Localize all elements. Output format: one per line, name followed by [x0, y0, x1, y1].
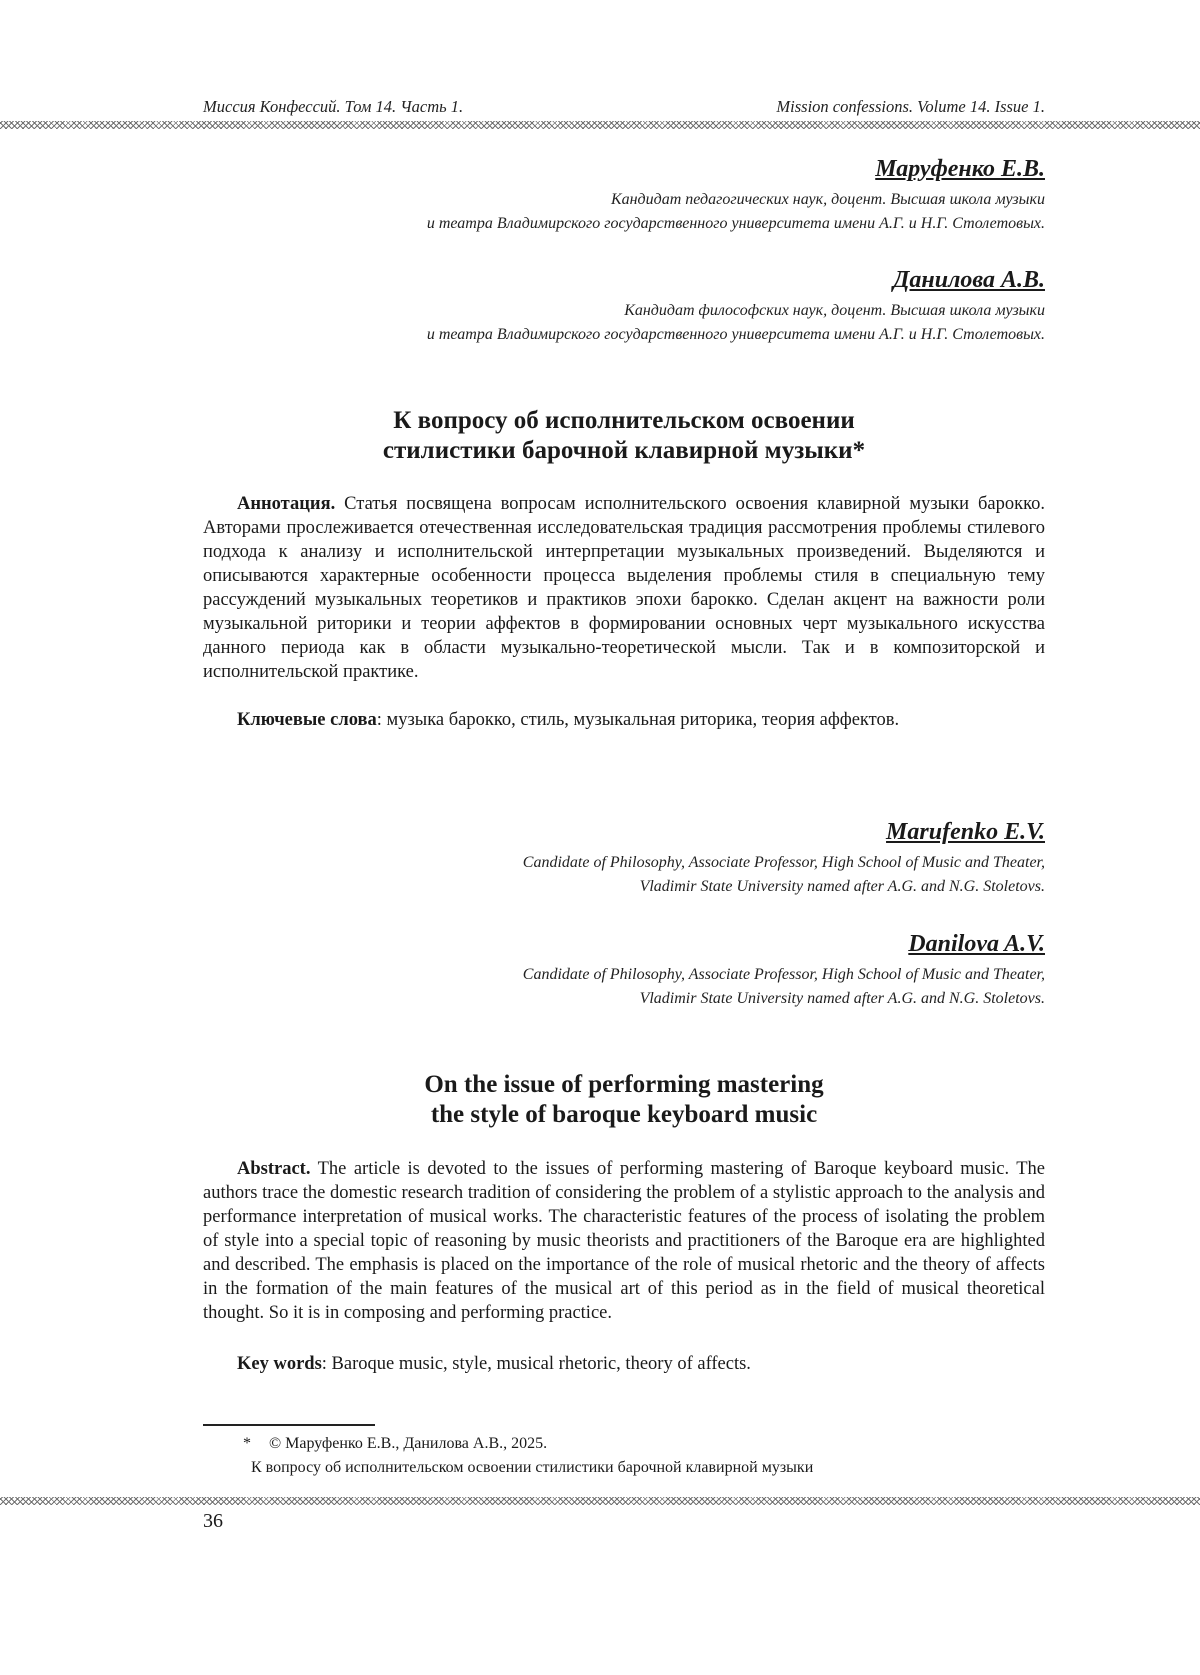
en-title: [203, 1070, 1045, 1130]
ru-author-2-affiliation: [145, 299, 1045, 347]
en-title-line-1: On the issue of performing mastering: [424, 1071, 824, 1098]
ru-author-2-name: Данилова А.В.: [893, 267, 1045, 293]
ru-author-1-affiliation-line-1: Кандидат педагогических наук, доцент. Высшая школа музыки: [610, 191, 1045, 208]
running-head-right: Mission confessions. Volume 14. Issue 1.: [776, 97, 1045, 116]
en-keywords: [203, 1352, 1045, 1376]
ru-author-1-name: Маруфенко Е.В.: [875, 156, 1045, 182]
ru-author-2-affiliation-line-1: Кандидат философских наук, доцент. Высшая школа музыки: [624, 302, 1045, 319]
en-author-1-affiliation-line-1: Candidate of Philosophy, Associate Professor, High School of Music and Theater,: [522, 854, 1045, 871]
en-author-1: [145, 817, 1045, 899]
ru-title: [203, 406, 1045, 466]
ru-abstract-label: Аннотация.: [237, 494, 336, 514]
en-author-2-affiliation-line-2: Vladimir State University named after A.G. and N.G. Stoletovs.: [639, 990, 1045, 1007]
footnote-line-2: К вопросу об исполнительском освоении стилистики барочной клавирной музыки: [251, 1459, 814, 1476]
ru-title-line-2: стилистики барочной клавирной музыки*: [382, 437, 866, 464]
ru-author-1-affiliation-line-2: и театра Владимирского государственного университета имени А.Г. и Н.Г. Столетовых.: [426, 215, 1045, 232]
en-abstract-text: The article is devoted to the issues of performing mastering of Baroque keyboard music. The authors trace the domestic research tradition of considering the problem of a stylistic approach to the analysis and performance interpretation of musical works. The characteristic features of the process of isolating the problem of style into a special topic of reasoning by music theorists and practitioners of the Baroque era are highlighted and described. The emphasis is placed on the importance of the role of musical rhetoric and the theory of affects in the formation of the main features of the musical art of this period as in the field of musical theoretical thought. So it is in composing and performing practice.: [203, 1159, 1045, 1323]
footnote: [203, 1432, 1045, 1480]
en-abstract-label: Abstract.: [237, 1159, 311, 1179]
en-title-line-2: the style of baroque keyboard music: [430, 1101, 818, 1128]
bottom-ornament-border: [0, 1497, 1200, 1505]
footnote-line-1: © Маруфенко Е.В., Данилова А.В., 2025.: [269, 1435, 548, 1452]
ru-keywords-label: Ключевые слова: [237, 710, 377, 730]
ru-abstract-text: Статья посвящена вопросам исполнительского освоения клавирной музыки барокко. Авторами прослеживается отечественная исследовательская традиция рассмотрения проблемы стилевого подхода к анализу и исполнительской интерпретации музыкальных произведений. Выделяются и описываются характерные особенности процесса выделения проблемы стиля в специальную тему рассуждений музыкальных теоретиков и практиков эпохи барокко. Сделан акцент на важности роли музыкальной риторики и теории аффектов в формировании основных черт музыкального искусства данного периода как в области музыкально-теоретической мысли. Так и в композиторской и исполнительской практике.: [203, 494, 1045, 682]
en-keywords-text: : Baroque music, style, musical rhetoric, theory of affects.: [321, 1354, 751, 1374]
en-keywords-label: Key words: [237, 1354, 322, 1374]
ru-author-1: [145, 154, 1045, 236]
ru-title-line-1: К вопросу об исполнительском освоении: [393, 407, 855, 434]
footnote-rule: [203, 1424, 375, 1426]
en-author-1-affiliation: [145, 851, 1045, 899]
ru-abstract: [203, 492, 1045, 684]
en-abstract: [203, 1157, 1045, 1325]
ru-author-2: [145, 265, 1045, 347]
footnote-marker: *: [243, 1435, 251, 1452]
ru-author-1-affiliation: [145, 188, 1045, 236]
page-number: 36: [203, 1510, 223, 1532]
ru-keywords: [203, 708, 1045, 732]
ru-author-2-affiliation-line-2: и театра Владимирского государственного университета имени А.Г. и Н.Г. Столетовых.: [426, 326, 1045, 343]
en-author-2-affiliation-line-1: Candidate of Philosophy, Associate Professor, High School of Music and Theater,: [522, 966, 1045, 983]
running-head-left: Миссия Конфессий. Том 14. Часть 1.: [203, 97, 464, 116]
en-author-2: [145, 929, 1045, 1011]
top-ornament-border: [0, 121, 1200, 129]
en-author-2-name: Danilova A.V.: [908, 931, 1045, 957]
en-author-2-affiliation: [145, 963, 1045, 1011]
en-author-1-name: Marufenko E.V.: [886, 819, 1045, 845]
en-author-1-affiliation-line-2: Vladimir State University named after A.G. and N.G. Stoletovs.: [639, 878, 1045, 895]
ru-keywords-text: : музыка барокко, стиль, музыкальная риторика, теория аффектов.: [376, 710, 900, 730]
running-head: [203, 97, 1045, 119]
